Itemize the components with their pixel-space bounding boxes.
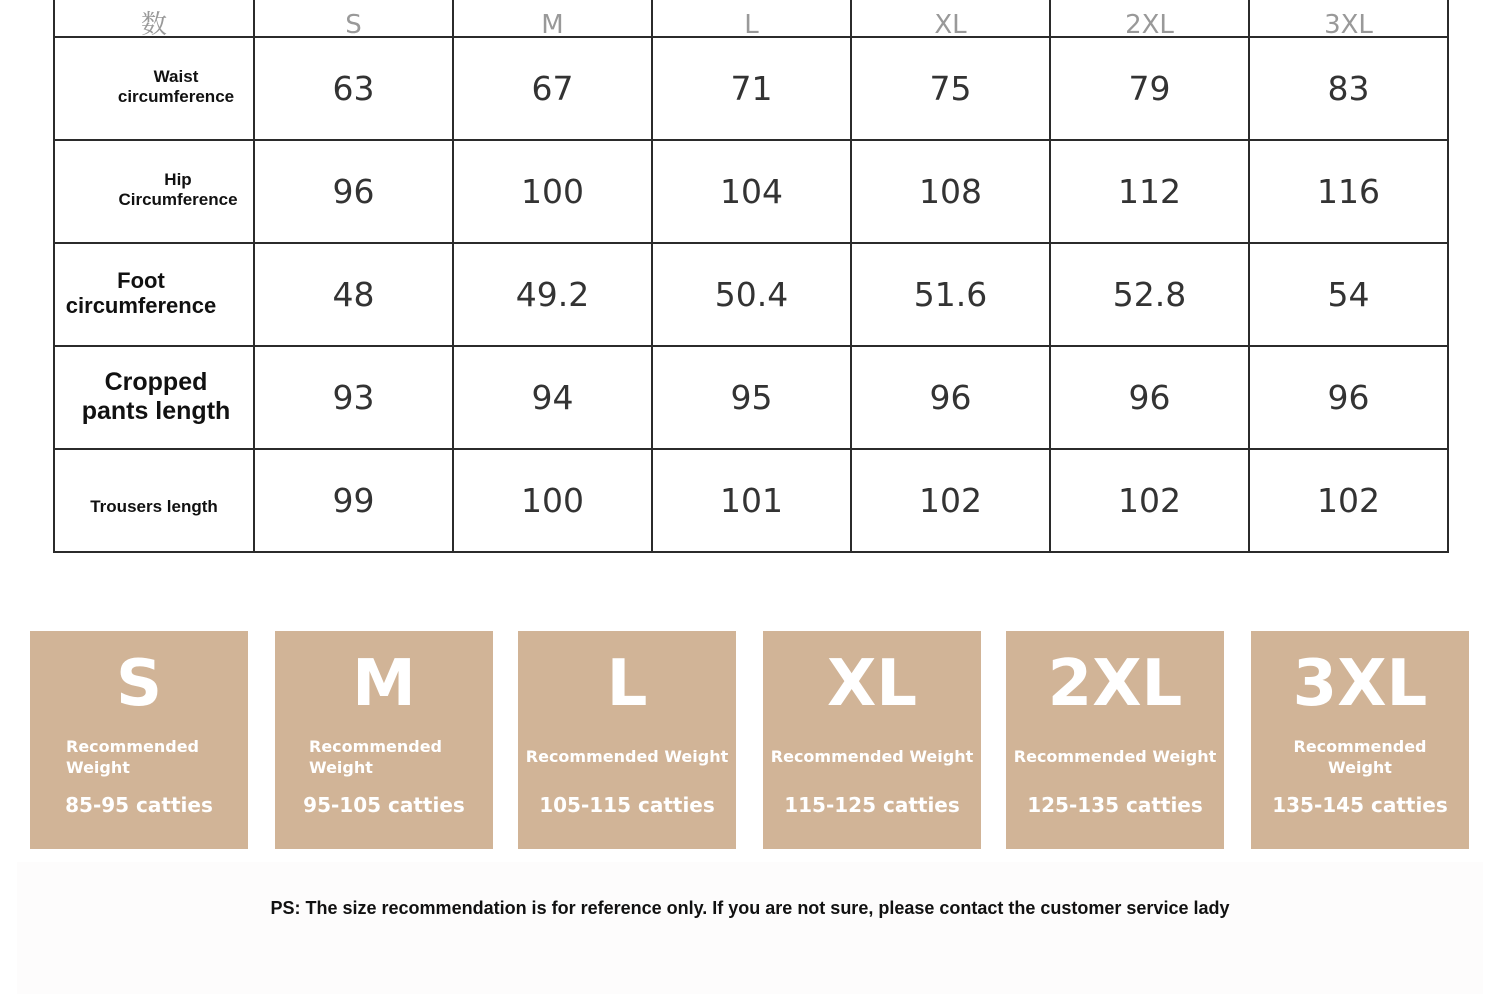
row-label-cell (54, 37, 254, 140)
weight-range: 135-145 catties (1272, 793, 1448, 817)
weight-range: 105-115 catties (539, 793, 715, 817)
header-cell-corner: 数 (140, 9, 167, 40)
size-card-m (275, 631, 493, 849)
table-cell: 54 (1249, 243, 1448, 346)
row-label-foot: Foot circumference (65, 267, 217, 319)
row-label-hip: Hip Circumference (118, 170, 238, 209)
table-cell: 104 (652, 140, 851, 243)
size-card-s (30, 631, 248, 849)
header-cell-size: S (345, 9, 362, 40)
table-cell: 71 (652, 37, 851, 140)
table-cell: 63 (254, 37, 453, 140)
row-label-waist: Waist circumference (117, 67, 235, 106)
recommended-weight-label: Recommended Weight (1013, 747, 1217, 766)
table-cell: 96 (1249, 346, 1448, 449)
weight-range: 95-105 catties (303, 793, 465, 817)
header-cell-size: M (541, 9, 564, 40)
table-cell: 116 (1249, 140, 1448, 243)
table-row (54, 37, 1448, 140)
table-row (54, 140, 1448, 243)
table-cell (851, 0, 1050, 40)
size-letter: XL (826, 647, 918, 721)
weight-range: 85-95 catties (65, 793, 213, 817)
table-cell: 96 (851, 346, 1050, 449)
weight-range: 115-125 catties (784, 793, 960, 817)
recommended-weight-label: Recommended Weight (309, 737, 442, 777)
recommended-weight-label: Recommended Weight (1293, 737, 1427, 777)
table-cell: 83 (1249, 37, 1448, 140)
header-cell-size: XL (934, 9, 967, 40)
table-cell: 52.8 (1050, 243, 1249, 346)
size-letter: M (352, 647, 416, 721)
recommended-weight-label: Recommended Weight (66, 737, 199, 777)
table-cell: 112 (1050, 140, 1249, 243)
row-label-cell (54, 449, 254, 552)
recommended-weight-label: Recommended Weight (525, 747, 729, 766)
row-label-cell (54, 346, 254, 449)
table-cell: 99 (254, 449, 453, 552)
table-cell: 96 (1050, 346, 1249, 449)
table-cell: 102 (1050, 449, 1249, 552)
table-row (54, 243, 1448, 346)
weight-range: 125-135 catties (1027, 793, 1203, 817)
table-cell (453, 0, 652, 40)
table-cell: 96 (254, 140, 453, 243)
size-card-2xl (1006, 631, 1224, 849)
size-letter: 2XL (1047, 647, 1183, 721)
table-cell: 48 (254, 243, 453, 346)
table-cell: 108 (851, 140, 1050, 243)
table-cell (1050, 0, 1249, 40)
row-label-cell (54, 140, 254, 243)
table-row (54, 346, 1448, 449)
header-cell-size: 3XL (1324, 9, 1373, 40)
table-cell: 95 (652, 346, 851, 449)
size-letter: 3XL (1292, 647, 1428, 721)
table-cell: 50.4 (652, 243, 851, 346)
table-cell: 100 (453, 140, 652, 243)
size-card-xl (763, 631, 981, 849)
size-chart-table (53, 0, 1449, 553)
row-label-trousers: Trousers length (90, 497, 218, 516)
table-cell: 94 (453, 346, 652, 449)
row-label-cropped: Cropped pants length (81, 368, 231, 425)
note-background (17, 862, 1483, 994)
table-cell (254, 0, 453, 40)
table-cell: 101 (652, 449, 851, 552)
table-cell (1249, 0, 1448, 40)
table-cell: 102 (1249, 449, 1448, 552)
size-recommendation-cards (30, 631, 1470, 849)
table-cell (652, 0, 851, 40)
table-cell (54, 0, 254, 40)
size-letter: L (606, 647, 648, 721)
table-cell: 75 (851, 37, 1050, 140)
row-label-cell (54, 243, 254, 346)
recommended-weight-label: Recommended Weight (770, 747, 974, 766)
header-cell-size: 2XL (1125, 9, 1174, 40)
table-cell: 102 (851, 449, 1050, 552)
size-letter: S (115, 647, 163, 721)
table-header-row (54, 0, 1448, 37)
table-cell: 51.6 (851, 243, 1050, 346)
table-cell: 93 (254, 346, 453, 449)
size-card-l (518, 631, 736, 849)
table-cell: 67 (453, 37, 652, 140)
table-cell: 49.2 (453, 243, 652, 346)
table-cell: 100 (453, 449, 652, 552)
table-row (54, 449, 1448, 552)
size-card-3xl (1251, 631, 1469, 849)
table-cell: 79 (1050, 37, 1249, 140)
size-disclaimer-note: PS: The size recommendation is for reference only. If you are not sure, please contact the customer service lady (270, 898, 1230, 918)
header-cell-size: L (744, 9, 759, 40)
